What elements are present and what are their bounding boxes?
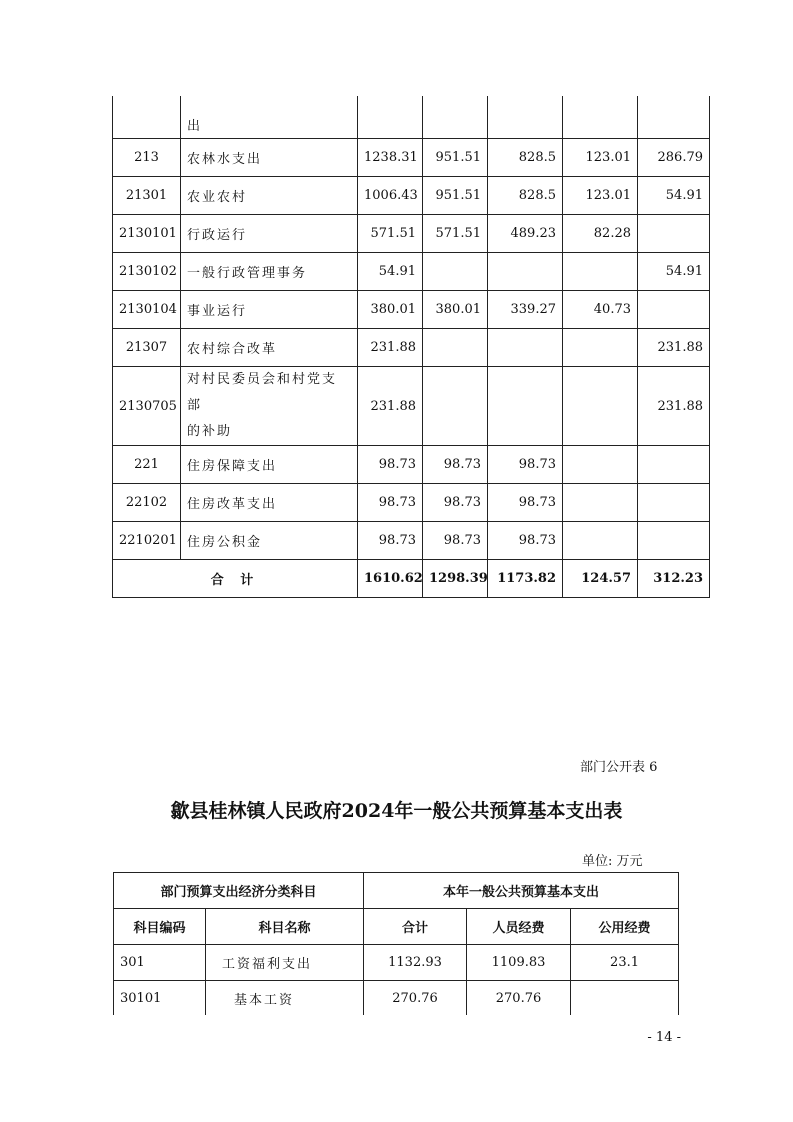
table-row bbox=[113, 329, 710, 367]
row-personnel: 828.5 bbox=[488, 177, 563, 215]
row-code: 21301 bbox=[113, 177, 181, 215]
row-name-line1: 对村民委员会和村党支部 bbox=[187, 372, 338, 413]
total-basic: 1298.39 bbox=[423, 560, 488, 598]
row-name: 事业运行 bbox=[181, 291, 358, 329]
basic-expenditure-table bbox=[113, 872, 679, 1015]
row-total: 98.73 bbox=[358, 484, 423, 522]
page-title: 歙县桂林镇人民政府2024年一般公共预算基本支出表 bbox=[170, 800, 623, 822]
row-code: 213 bbox=[113, 139, 181, 177]
row-basic bbox=[423, 253, 488, 291]
row-total: 380.01 bbox=[358, 291, 423, 329]
row-project: 286.79 bbox=[638, 139, 710, 177]
row-code: 22102 bbox=[113, 484, 181, 522]
row-public bbox=[563, 484, 638, 522]
row-project bbox=[638, 291, 710, 329]
row-project: 54.91 bbox=[638, 253, 710, 291]
row-code: 21307 bbox=[113, 329, 181, 367]
table-row bbox=[113, 139, 710, 177]
row-total: 231.88 bbox=[358, 367, 423, 446]
row-personnel: 1109.83 bbox=[467, 945, 571, 981]
row-project bbox=[638, 522, 710, 560]
row-project bbox=[638, 446, 710, 484]
total-label: 合 计 bbox=[113, 560, 358, 598]
row-personnel: 270.76 bbox=[467, 981, 571, 1016]
table-row bbox=[113, 522, 710, 560]
total-row bbox=[113, 560, 710, 598]
page-number: - 14 - bbox=[647, 1030, 681, 1045]
budget-expenditure-table-continued bbox=[112, 96, 710, 598]
total-public: 124.57 bbox=[563, 560, 638, 598]
row-code: 2210201 bbox=[113, 522, 181, 560]
row-name-line2: 的补助 bbox=[187, 424, 233, 439]
row-public bbox=[563, 367, 638, 446]
row-code: 2130102 bbox=[113, 253, 181, 291]
row-basic: 951.51 bbox=[423, 177, 488, 215]
row-public: 123.01 bbox=[563, 139, 638, 177]
row-total: 98.73 bbox=[358, 446, 423, 484]
header-right: 本年一般公共预算基本支出 bbox=[364, 873, 679, 909]
total-personnel: 1173.82 bbox=[488, 560, 563, 598]
table-row bbox=[113, 215, 710, 253]
subheader-row bbox=[114, 909, 679, 945]
col-name: 科目名称 bbox=[206, 909, 364, 945]
row-personnel bbox=[488, 329, 563, 367]
row-personnel: 98.73 bbox=[488, 484, 563, 522]
row-total: 231.88 bbox=[358, 329, 423, 367]
row-code: 2130101 bbox=[113, 215, 181, 253]
row-public: 82.28 bbox=[563, 215, 638, 253]
row-public: 123.01 bbox=[563, 177, 638, 215]
row-basic: 951.51 bbox=[423, 139, 488, 177]
row-personnel: 98.73 bbox=[488, 446, 563, 484]
table-row bbox=[114, 981, 679, 1016]
row-name: 农业农村 bbox=[181, 177, 358, 215]
table-row bbox=[113, 96, 710, 139]
table-row bbox=[113, 177, 710, 215]
row-name: 农村综合改革 bbox=[181, 329, 358, 367]
total-total: 1610.62 bbox=[358, 560, 423, 598]
row-personnel: 489.23 bbox=[488, 215, 563, 253]
row-public bbox=[563, 522, 638, 560]
row-personnel: 339.27 bbox=[488, 291, 563, 329]
row-personnel bbox=[488, 367, 563, 446]
row-name-fragment: 出 bbox=[181, 96, 358, 139]
row-basic: 571.51 bbox=[423, 215, 488, 253]
row-project bbox=[638, 215, 710, 253]
row-project: 54.91 bbox=[638, 177, 710, 215]
table-row bbox=[113, 253, 710, 291]
table-row bbox=[113, 291, 710, 329]
row-basic bbox=[423, 329, 488, 367]
table-row bbox=[113, 446, 710, 484]
row-basic: 98.73 bbox=[423, 446, 488, 484]
row-project: 231.88 bbox=[638, 367, 710, 446]
row-total: 1238.31 bbox=[358, 139, 423, 177]
row-public bbox=[563, 446, 638, 484]
col-public: 公用经费 bbox=[571, 909, 679, 945]
col-personnel: 人员经费 bbox=[467, 909, 571, 945]
total-project: 312.23 bbox=[638, 560, 710, 598]
row-code: 221 bbox=[113, 446, 181, 484]
row-public: 40.73 bbox=[563, 291, 638, 329]
row-name: 农林水支出 bbox=[181, 139, 358, 177]
row-name: 住房改革支出 bbox=[181, 484, 358, 522]
row-project: 231.88 bbox=[638, 329, 710, 367]
row-name: 基本工资 bbox=[206, 981, 364, 1016]
row-total: 270.76 bbox=[364, 981, 467, 1016]
dept-disclosure-label: 部门公开表 6 bbox=[580, 760, 658, 775]
row-basic: 380.01 bbox=[423, 291, 488, 329]
row-name: 住房保障支出 bbox=[181, 446, 358, 484]
row-basic: 98.73 bbox=[423, 522, 488, 560]
row-public: 23.1 bbox=[571, 945, 679, 981]
row-personnel: 98.73 bbox=[488, 522, 563, 560]
row-total: 571.51 bbox=[358, 215, 423, 253]
row-code: 301 bbox=[114, 945, 206, 981]
header-left: 部门预算支出经济分类科目 bbox=[114, 873, 364, 909]
row-total: 54.91 bbox=[358, 253, 423, 291]
row-total: 1132.93 bbox=[364, 945, 467, 981]
row-code: 30101 bbox=[114, 981, 206, 1016]
row-personnel: 828.5 bbox=[488, 139, 563, 177]
row-basic: 98.73 bbox=[423, 484, 488, 522]
header-row bbox=[114, 873, 679, 909]
row-code: 2130705 bbox=[113, 367, 181, 446]
row-name bbox=[181, 367, 358, 446]
row-public bbox=[563, 253, 638, 291]
row-name: 住房公积金 bbox=[181, 522, 358, 560]
row-public bbox=[563, 329, 638, 367]
row-code: 2130104 bbox=[113, 291, 181, 329]
row-total: 1006.43 bbox=[358, 177, 423, 215]
table-row bbox=[113, 367, 710, 446]
row-personnel bbox=[488, 253, 563, 291]
col-code: 科目编码 bbox=[114, 909, 206, 945]
row-name: 工资福利支出 bbox=[206, 945, 364, 981]
row-name: 一般行政管理事务 bbox=[181, 253, 358, 291]
row-project bbox=[638, 484, 710, 522]
col-total: 合计 bbox=[364, 909, 467, 945]
unit-label: 单位: 万元 bbox=[582, 854, 643, 869]
row-name: 行政运行 bbox=[181, 215, 358, 253]
row-basic bbox=[423, 367, 488, 446]
table-row bbox=[113, 484, 710, 522]
row-public bbox=[571, 981, 679, 1016]
row-total: 98.73 bbox=[358, 522, 423, 560]
table-row bbox=[114, 945, 679, 981]
